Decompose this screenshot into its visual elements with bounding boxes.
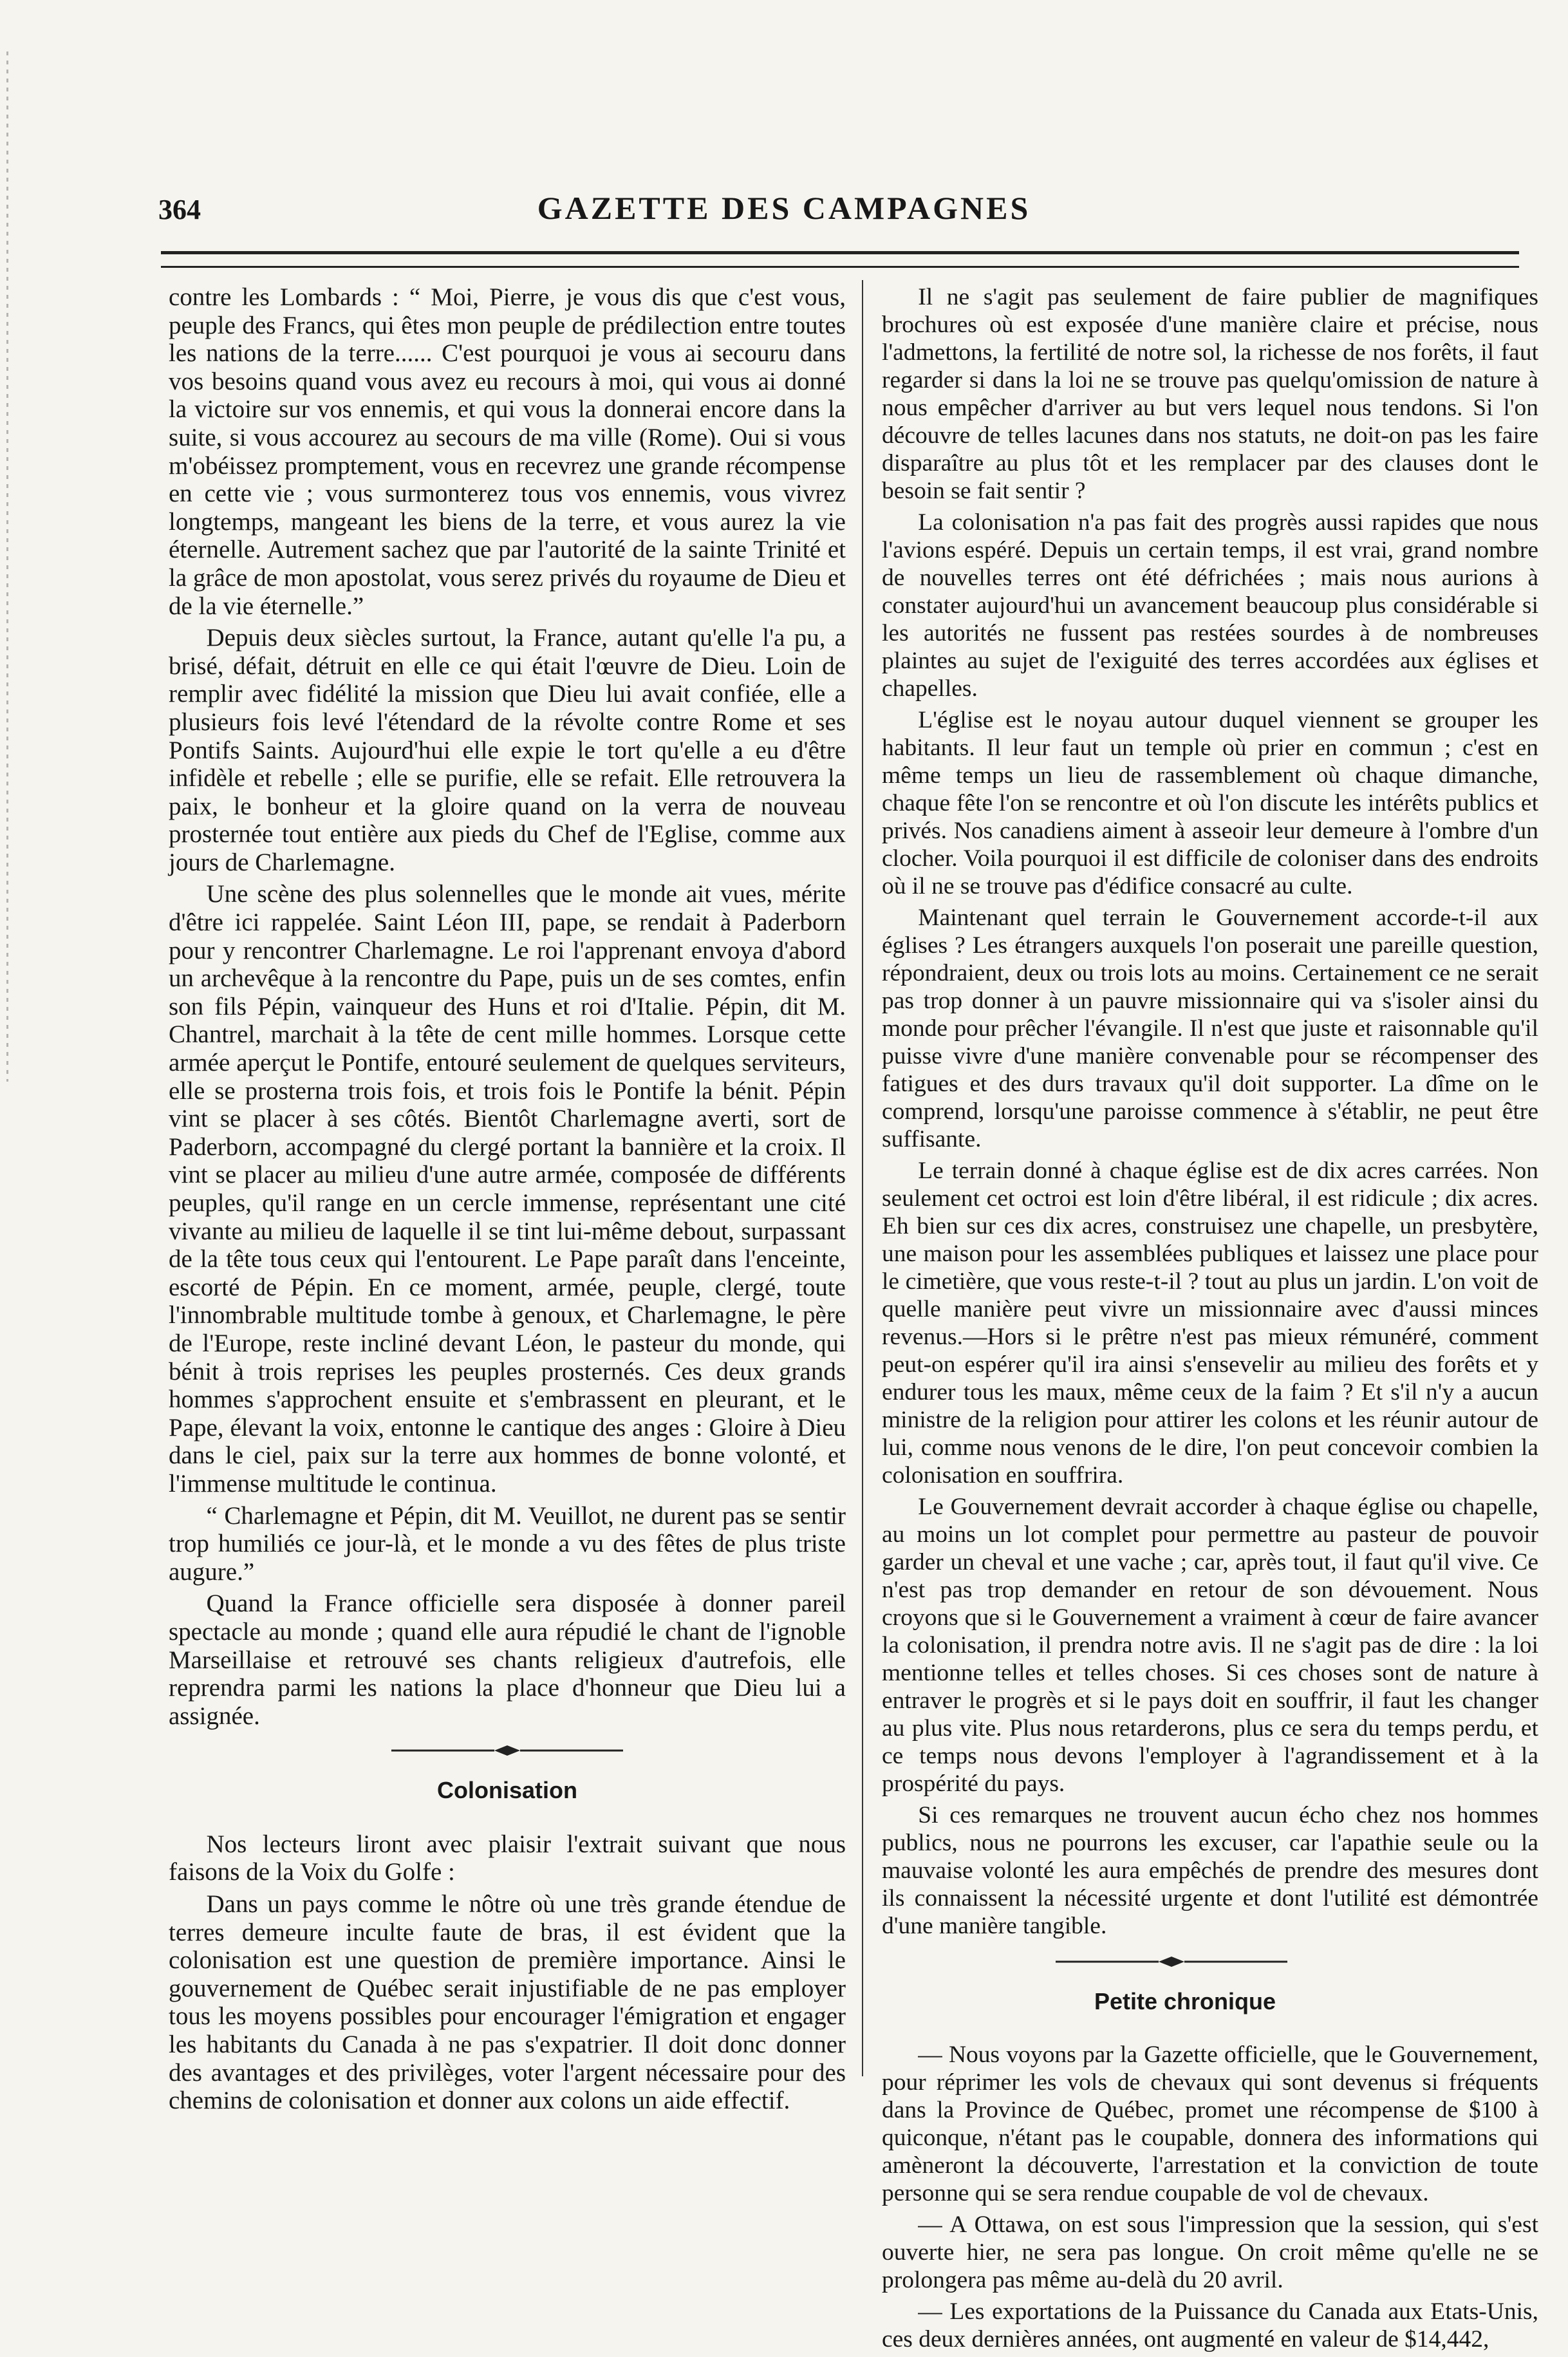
paragraph: contre les Lombards : “ Moi, Pierre, je vous dis que c'est vous, peuple des Francs, qui êtes mon peuple de prédilection entre toutes les nations de la terre...... C'est pourquoi je vous ai secouru dans vos besoins quand vous avez eu recours à moi, qui vous ai donné la victoire sur vos ennemis, et qui vous la donnerai encore dans la suite, si vous accourez au secours de ma ville (Rome). Oui si vous m'obéissez promptement, vous en recevrez une grande récompense en cette vie ; vous surmonterez tous vos ennemis, vous vivrez longtemps, mangeant les biens de la terre, et vous aurez la vie éternelle. Autrement sachez que par l'autorité de la sainte Trinité et la grâce de mon apostolat, vous serez privés du royaume de Dieu et de la vie éternelle.” (169, 283, 846, 620)
paragraph: — Les exportations de la Puissance du Canada aux Etats-Unis, ces deux dernières années, ont augmenté en valeur de $14,442, (882, 2298, 1538, 2352)
paragraph: L'église est le noyau autour duquel viennent se grouper les habitants. Il leur faut un temple où prier en commun ; c'est en même temps un lieu de rassemblement où chaque dimanche, chaque fête l'on se rencontre et où l'on discute les intérêts publics et privés. Nos canadiens aiment à asseoir leur demeure à l'ombre d'un clocher. Voila pourquoi il est difficile de coloniser dans des endroits où il ne se trouve pas d'édifice consacré au culte. (882, 707, 1538, 899)
paragraph: Le Gouvernement devrait accorder à chaque église ou chapelle, au moins un lot complet pour permettre au pasteur de pouvoir garder un cheval et une vache ; car, après tout, il faut qu'il vive. Ce n'est pas trop demander en retour de son dévouement. Nous croyons que si le Gouvernement a vraiment à cœur de faire avancer la colonisation, il prendra notre avis. Il ne s'agit pas de dire : la loi mentionne telles et telles choses. Si ces choses sont de nature à entraver le progrès et si le pays doit en souffrir, il faut les changer au plus vite. Plus nous retarderons, plus ce sera du temps perdu, et ce temps nous devons l'employer à l'agrandissement et à la prospérité du pays. (882, 1494, 1538, 1797)
right-column (882, 283, 1538, 2357)
paragraph: Maintenant quel terrain le Gouvernement accorde-t-il aux églises ? Les étrangers auxquels l'on poserait une pareille question, répondraient, deux ou trois lots au moins. Certainement ce ne serait pas trop donner à un pauvre missionnaire qui va s'isoler ainsi du monde pour prêcher l'évangile. Il n'est que juste et raisonnable qu'il puisse vivre d'une manière convenable pour se récompenser des fatigues et des durs travaux qu'il doit supporter. La dîme on le comprend, lorsqu'une paroisse commence à s'établir, ne peut être suffisante. (882, 905, 1538, 1152)
running-head-title: GAZETTE DES CAMPAGNES (537, 190, 1031, 226)
paragraph: Si ces remarques ne trouvent aucun écho chez nos hommes publics, nous ne pourrons les excuser, car l'apathie seule ou la mauvaise volonté les aura empêchés de prendre des mesures dont ils connaissent la nécessité urgente et dont l'utilité est démontrée d'une manière tangible. (882, 1802, 1538, 1939)
section-title-petite-chronique: Petite chronique (1094, 1988, 1276, 2014)
paragraph: Il ne s'agit pas seulement de faire publier de magnifiques brochures où est exposée d'une manière claire et précise, nous l'admettons, la fertilité de notre sol, la richesse de nos forêts, il faut regarder si dans la loi ne se trouve pas quelqu'omission de nature à nous empêcher d'arriver au but vers lequel nous tendons. Si l'on découvre de telles lacunes dans nos statuts, ne doit-on pas les faire disparaître au plus tôt et les remplacer par des clauses dont le besoin se fait sentir ? (882, 284, 1538, 504)
paragraph: Depuis deux siècles surtout, la France, autant qu'elle l'a pu, a brisé, défait, détruit en elle ce qui était l'œuvre de Dieu. Loin de remplir avec fidélité la mission que Dieu lui avait confiée, elle a plusieurs fois levé l'étendard de la révolte contre Rome et ses Pontifs Saints. Aujourd'hui elle expie le tort qu'elle a eu d'être infidèle et rebelle ; elle se purifie, elle se refait. Elle retrouvera la paix, le bonheur et la gloire quand on la verra de nouveau prosternée tout entière aux pieds du Chef de l'Eglise, comme aux jours de Charlemagne. (169, 624, 846, 876)
ornamental-divider (385, 1743, 630, 1758)
paragraph: — A Ottawa, on est sous l'impression que la session, qui s'est ouverte hier, ne sera pas longue. On croit même qu'elle ne se prolongera pas même au-delà du 20 avril. (882, 2211, 1538, 2293)
header-rule (161, 251, 1519, 268)
paragraph: “ Charlemagne et Pépin, dit M. Veuillot, ne durent pas se sentir trop humiliés ce jour-là, et le monde a vu des fêtes de plus triste augure.” (169, 1501, 846, 1586)
paragraph: Dans un pays comme le nôtre où une très grande étendue de terres demeure inculte faute de bras, il est évident que la colonisation est une question de première importance. Ainsi le gouvernement de Québec serait injustifiable de ne pas employer tous les moyens possibles pour encourager l'émigration et engager les habitants du Canada à ne pas s'expatrier. Il doit donc donner des avantages et des privilèges, voter l'argent nécessaire pour des chemins de colonisation et donner aux colons un aide effectif. (169, 1890, 846, 2115)
column-divider (862, 280, 863, 2076)
paragraph: Nos lecteurs liront avec plaisir l'extrait suivant que nous faisons de la Voix du Golfe : (169, 1830, 846, 1886)
paragraph: Quand la France officielle sera disposée à donner pareil spectacle au monde ; quand elle aura répudié le chant de l'ignoble Marseillaise et retrouvé ses chants religieux d'autrefois, elle reprendra parmi les nations la place d'honneur que Dieu lui a assignée. (169, 1590, 846, 1730)
paragraph: La colonisation n'a pas fait des progrès aussi rapides que nous l'avions espéré. Depuis un certain temps, il est vrai, grand nombre de nouvelles terres ont été défrichées ; mais nous aurions à constater aujourd'hui un avancement beaucoup plus considérable si les autorités ne fussent pas restées sourdes à de nombreuses plaintes au sujet de l'exiguité des terres accordées aux églises et chapelles. (882, 509, 1538, 702)
page-number: 364 (158, 194, 201, 225)
left-column (169, 283, 846, 2119)
ornamental-divider (1049, 1954, 1294, 1969)
paragraph: Le terrain donné à chaque église est de dix acres carrées. Non seulement cet octroi est loin d'être libéral, il est ridicule ; dix acres. Eh bien sur ces dix acres, construisez une chapelle, un presbytère, une maison pour les assemblées publiques et laissez une place pour le cimetière, que vous reste-t-il ? tout au plus un jardin. L'on voit de quelle manière peut vivre un missionnaire avec d'aussi minces revenus.—Hors si le prêtre n'est pas mieux rémunéré, comment peut-on espérer qu'il ira ainsi s'ensevelir au milieu des forêts et y endurer tous les maux, même ceux de la faim ? Et s'il n'y a aucun ministre de la religion pour attirer les colons et les réunir autour de lui, comme nous venons de le dire, l'on peut concevoir combien la colonisation en souffrira. (882, 1158, 1538, 1488)
paragraph: — Nous voyons par la Gazette officielle, que le Gouvernement, pour réprimer les vols de chevaux qui sont devenus si fréquents dans la Province de Québec, promet une récompense de $100 à quiconque, n'étant pas le coupable, donnera des informations qui amèneront la découverte, l'arrestation et la conviction de toute personne qui se sera rendue coupable de vol de chevaux. (882, 2042, 1538, 2206)
section-title-colonisation: Colonisation (437, 1777, 577, 1804)
paragraph: Une scène des plus solennelles que le monde ait vues, mérite d'être ici rappelée. Saint Léon III, pape, se rendait à Paderborn pour y rencontrer Charlemagne. Le roi l'apprenant envoya d'abord un archevêque à la rencontre du Pape, puis un de ses comtes, enfin son fils Pépin, vainqueur des Huns et roi d'Italie. Pépin, dit M. Chantrel, marchait à la tête de cent mille hommes. Lorsque cette armée aperçut le Pontife, entouré seulement de quelques serviteurs, elle se prosterna trois fois, et trois fois le Pontife la bénit. Pépin vint se placer à ses côtés. Bientôt Charlemagne averti, sort de Paderborn, accompagné du clergé portant la bannière et la croix. Il vint se placer au milieu d'une autre armée, composée de différents peuples, qu'il range en un cercle immense, représentant une cité vivante au milieu de laquelle il se tint lui-même debout, surpassant de la tête tous ceux qui l'entourent. Le Pape paraît dans l'enceinte, escorté de Pépin. En ce moment, armée, peuple, clergé, toute l'innombrable multitude tombe à genoux, et Charlemagne, le père de l'Europe, reste incliné devant Léon, le pasteur du monde, qui bénit à trois reprises les peuples prosternés. Ces deux grands hommes s'approchent ensuite et s'embrassent en pleurant, et le Pape, élevant la voix, entonne le cantique des anges : Gloire à Dieu dans le ciel, paix sur la terre aux hommes de bonne volonté, et l'immense multitude le continua. (169, 880, 846, 1498)
